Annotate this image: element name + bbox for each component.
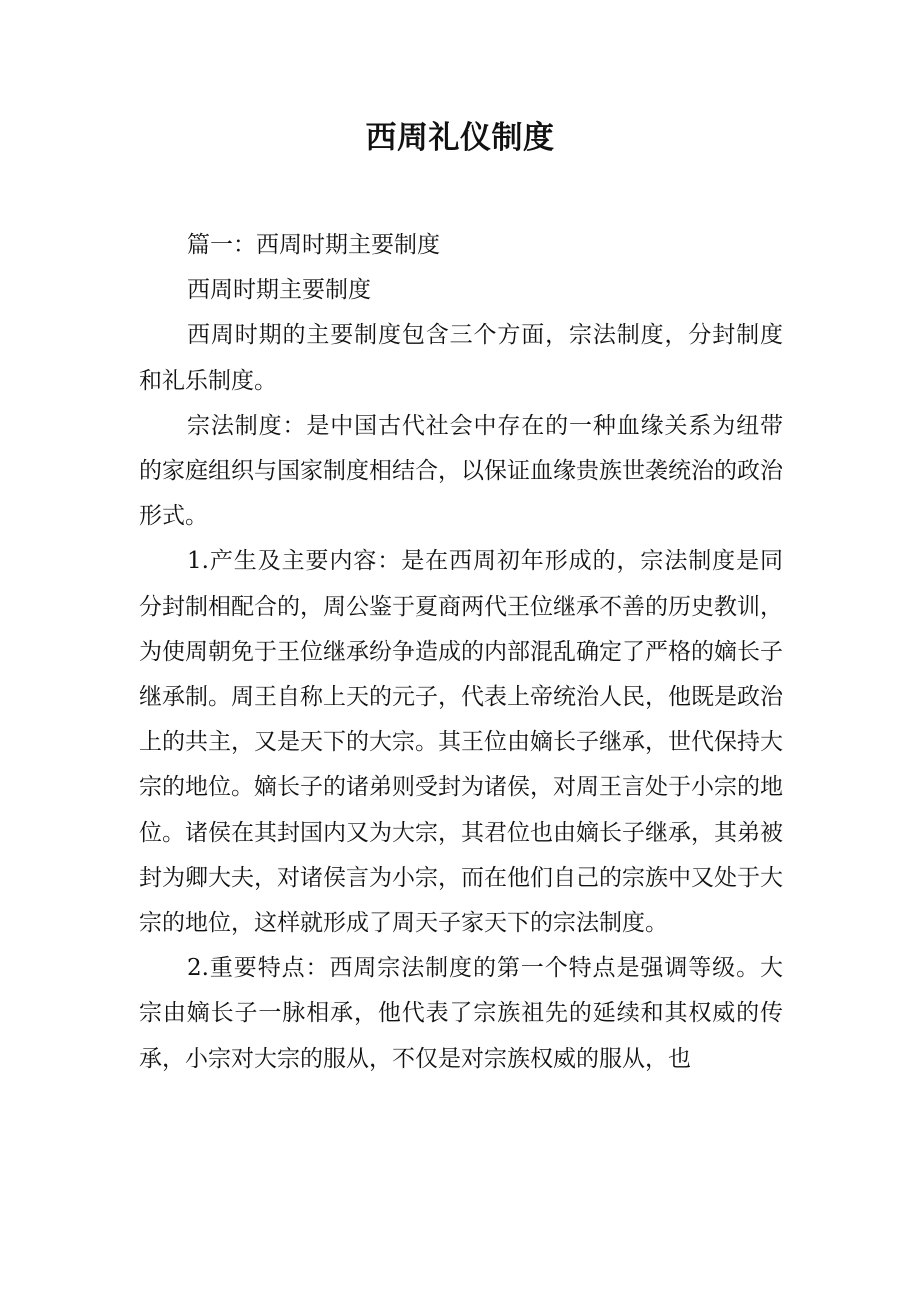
paragraph-subheading: 西周时期主要制度 bbox=[187, 277, 371, 304]
paragraph-heading-part1: 篇一：西周时期主要制度 bbox=[187, 232, 440, 258]
paragraph-overview: 西周时期的主要制度包含三个方面，宗法制度，分封制度和礼乐制度。 bbox=[139, 322, 783, 394]
document-body bbox=[139, 223, 783, 1082]
document-title: 西周礼仪制度 bbox=[365, 120, 555, 156]
paragraph-origin-content: 1.产生及主要内容：是在西周初年形成的，宗法制度是同分封制相配合的，周公鉴于夏商两代王位继承不善的历史教训，为使周朝免于王位继承纷争造成的内部混乱确定了严格的嫡长子继承制。周王自称上天的元子，代表上帝统治人民，他既是政治上的共主，又是天下的大宗。其王位由嫡长子继承，世代保持大宗的地位。嫡长子的诸弟则受封为诸侯，对周王言处于小宗的地位。诸侯在其封国内又为大宗，其君位也由嫡长子继承，其弟被封为卿大夫，对诸侯言为小宗，而在他们自己的宗族中又处于大宗的地位，这样就形成了周天子家天下的宗法制度。 bbox=[139, 548, 783, 937]
paragraph-key-features: 2.重要特点：西周宗法制度的第一个特点是强调等级。大宗由嫡长子一脉相承，他代表了宗族祖先的延续和其权威的传承，小宗对大宗的服从，不仅是对宗族权威的服从，也 bbox=[139, 955, 783, 1072]
paragraph-clan-system-definition: 宗法制度：是中国古代社会中存在的一种血缘关系为纽带的家庭组织与国家制度相结合，以保证血缘贵族世袭统治的政治形式。 bbox=[139, 412, 783, 530]
